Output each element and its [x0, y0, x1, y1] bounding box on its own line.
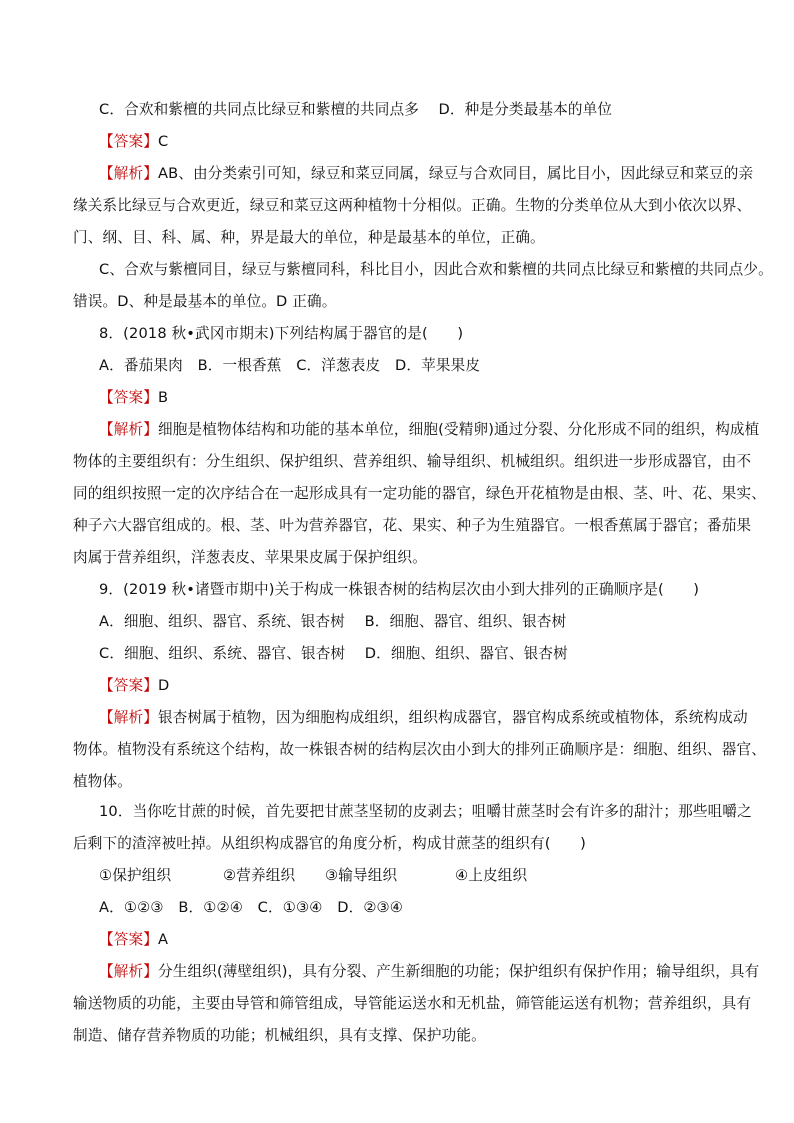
analysis-label: 【解析】 — [99, 709, 158, 726]
item-10-analysis-line: 【解析】分生组织(薄壁组织)，具有分裂、产生新细胞的功能；保护组织有保护作用；输导组织，具有 — [99, 963, 760, 980]
item-9-analysis-line: 物体。植物没有系统这个结构，故一株银杏树的结构层次由小到大的排列正确顺序是：细胞、组织、器官、 — [73, 741, 766, 758]
answer-label: 【答案】 — [99, 389, 158, 406]
item-10-analysis-line: 输送物质的功能，主要由导管和筛管组成，导管能运送水和无机盐，筛管能运送有机物；营养组织，具有 — [73, 995, 752, 1012]
item-8-options: A．番茄果肉 B．一根香蕉 C．洋葱表皮 D．苹果果皮 — [99, 357, 481, 374]
item-10-question-line: 10．当你吃甘蔗的时候，首先要把甘蔗茎坚韧的皮剥去；咀嚼甘蔗茎时会有许多的甜汁；那些咀嚼之 — [99, 803, 752, 820]
item-7-options: C．合欢和紫檀的共同点比绿豆和紫檀的共同点多 D．种是分类最基本的单位 — [99, 101, 613, 118]
analysis-label: 【解析】 — [99, 165, 158, 182]
item-9-analysis-line: 植物体。 — [73, 773, 132, 790]
analysis-label: 【解析】 — [99, 421, 158, 438]
item-7-answer — [73, 126, 733, 158]
answer-value: A — [157, 931, 169, 948]
answer-label: 【答案】 — [99, 677, 158, 694]
item-7 — [73, 94, 773, 318]
item-10-question-line: 后剩下的渣滓被吐掉。从组织构成器官的角度分析，构成甘蔗茎的组织有( ) — [73, 835, 586, 852]
analysis-label: 【解析】 — [99, 963, 158, 980]
item-9-options-row: C．细胞、组织、系统、器官、银杏树 D．细胞、组织、器官、银杏树 — [99, 645, 568, 662]
item-8 — [73, 318, 766, 574]
answer-value: B — [157, 389, 169, 406]
item-9 — [73, 574, 766, 798]
item-10-answer — [73, 924, 733, 956]
answer-label: 【答案】 — [99, 133, 158, 150]
item-9-analysis-line: 【解析】银杏树属于植物，因为细胞构成组织，组织构成器官，器官构成系统或植物体，系统构成动 — [99, 709, 748, 726]
answer-label: 【答案】 — [99, 931, 158, 948]
item-8-analysis-line: 肉属于营养组织，洋葱表皮、苹果果皮属于保护组织。 — [73, 549, 427, 566]
item-10-options: A．①②③ B．①②④ C．①③④ D．②③④ — [99, 899, 404, 916]
item-7-analysis-line: C、合欢与紫檀同目，绿豆与紫檀同科，科比目小，因此合欢和紫檀的共同点比绿豆和紫檀的共同点少。 — [99, 261, 773, 278]
choice-item: ③输导组织 — [325, 867, 398, 884]
item-8-analysis-line: 【解析】细胞是植物体结构和功能的基本单位，细胞(受精卵)通过分裂、分化形成不同的组织，构成植 — [99, 421, 760, 438]
item-7-analysis-line: 错误。D、种是最基本的单位。D 正确。 — [73, 293, 337, 310]
item-9-question: 9．(2019 秋•诸暨市期中)关于构成一株银杏树的结构层次由小到大排列的正确顺序是( ) — [99, 581, 700, 598]
answer-value: D — [157, 677, 170, 694]
item-10 — [73, 796, 760, 1052]
choice-item: ①保护组织 — [99, 867, 172, 884]
item-10-analysis-line: 制造、储存营养物质的功能；机械组织，具有支撑、保护功能。 — [73, 1027, 486, 1044]
choice-item: ②营养组织 — [223, 867, 296, 884]
item-7-analysis-line: 缘关系比绿豆与合欢更近，绿豆和菜豆这两种植物十分相似。正确。生物的分类单位从大到小依次以界、 — [73, 197, 752, 214]
item-8-analysis-line: 物体的主要组织有：分生组织、保护组织、营养组织、输导组织、机械组织。组织进一步形成器官，由不 — [73, 453, 752, 470]
item-8-analysis-line: 种子六大器官组成的。根、茎、叶为营养器官，花、果实、种子为生殖器官。一根香蕉属于器官；番茄果 — [73, 517, 752, 534]
item-7-analysis-line: 【解析】AB、由分类索引可知，绿豆和菜豆同属，绿豆与合欢同目，属比目小，因此绿豆和菜豆的亲 — [99, 165, 754, 182]
item-9-options-row: A．细胞、组织、器官、系统、银杏树 B．细胞、器官、组织、银杏树 — [99, 613, 567, 630]
choice-item: ④上皮组织 — [455, 867, 528, 884]
item-9-answer — [73, 670, 733, 702]
item-8-analysis-line: 同的组织按照一定的次序结合在一起形成具有一定功能的器官，绿色开花植物是由根、茎、叶、花、果实、 — [73, 485, 766, 502]
item-8-question: 8．(2018 秋•武冈市期末)下列结构属于器官的是( ) — [99, 325, 464, 342]
answer-value: C — [157, 133, 169, 150]
item-10-choices — [73, 860, 733, 892]
item-7-analysis-line: 门、纲、目、科、属、种，界是最大的单位，种是最基本的单位，正确。 — [73, 229, 545, 246]
item-8-answer — [73, 382, 733, 414]
